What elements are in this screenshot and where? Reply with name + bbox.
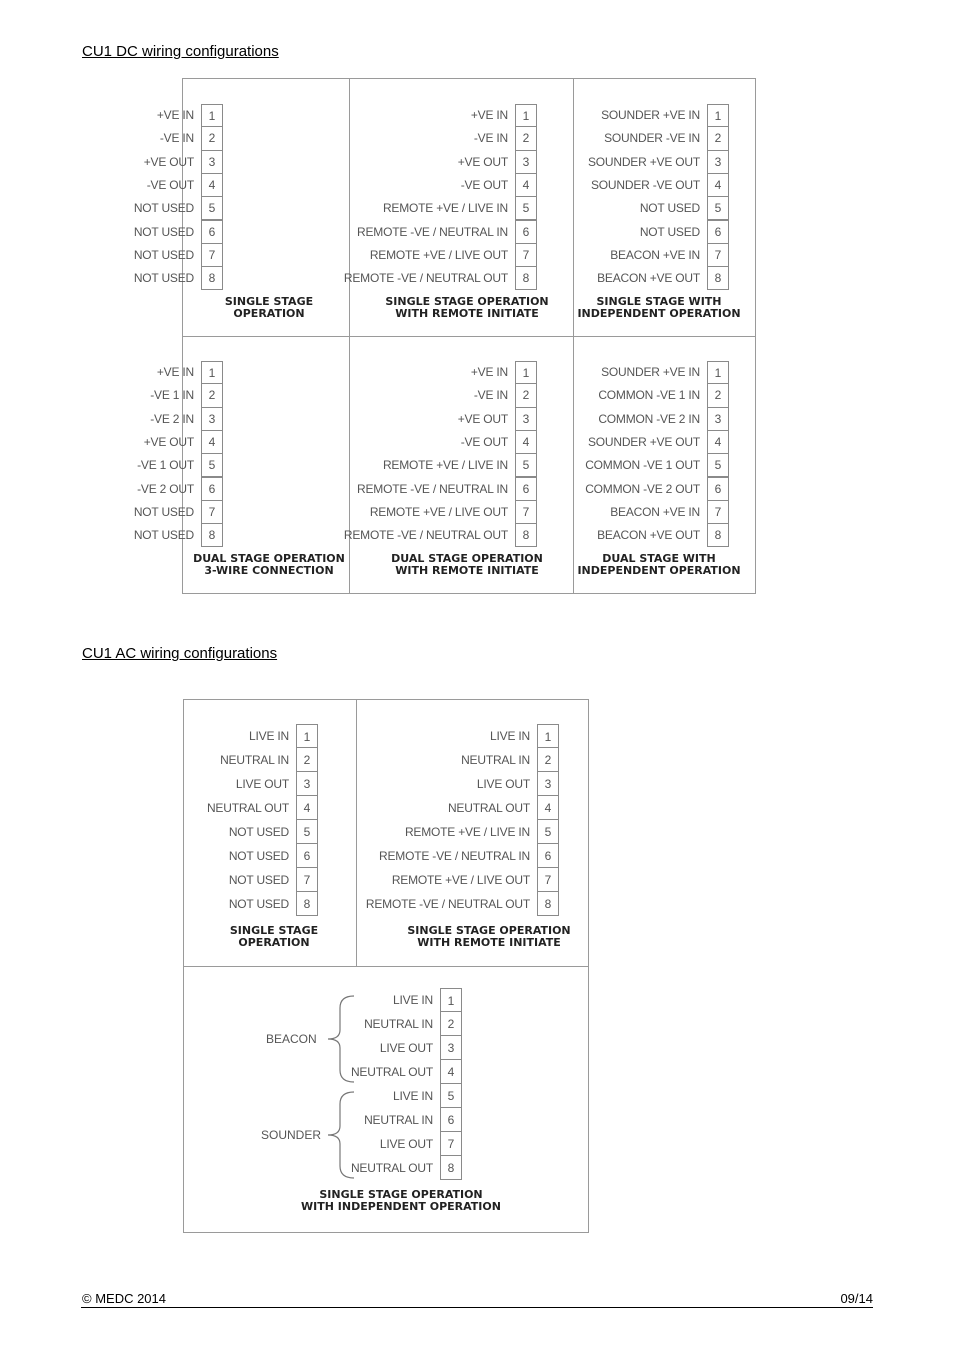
terminal-row	[349, 478, 537, 501]
terminal-label: NEUTRAL IN	[364, 1017, 433, 1031]
terminal-label: NEUTRAL OUT	[447, 801, 530, 815]
terminal-label: LIVE OUT	[476, 777, 530, 791]
terminal-number: 6	[515, 220, 537, 244]
terminal-row	[184, 820, 318, 844]
terminal-number: 2	[537, 747, 559, 772]
terminal-number: 2	[201, 126, 223, 150]
terminal-number: 1	[440, 988, 462, 1012]
terminal-number: 6	[440, 1107, 462, 1132]
terminal-number: 4	[296, 795, 318, 820]
terminal-label: -VE 1 OUT	[137, 458, 194, 473]
terminal-label: -VE 2 OUT	[137, 481, 194, 496]
caption-line: SINGLE STAGE OPERATION	[385, 295, 549, 308]
terminal-number: 3	[707, 407, 729, 431]
terminal-label: COMMON -VE 2 IN	[598, 411, 700, 426]
terminal-label: +VE IN	[156, 365, 194, 379]
terminal-number: 1	[201, 104, 223, 127]
terminal-number: 7	[707, 500, 729, 524]
terminal-row	[573, 174, 729, 197]
terminal-number: 1	[515, 361, 537, 384]
terminal-number: 8	[707, 266, 729, 290]
terminal-row	[133, 221, 223, 244]
configuration-caption	[539, 553, 779, 577]
terminal-label: NOT USED	[133, 271, 194, 286]
terminal-number: 6	[201, 220, 223, 244]
terminal-number: 7	[515, 243, 537, 267]
terminal-label: COMMON -VE 1 OUT	[585, 458, 700, 473]
terminal-label: NOT USED	[133, 247, 194, 262]
terminal-label: -VE 1 IN	[150, 388, 194, 403]
terminal-number: 2	[296, 747, 318, 772]
terminal-number: 8	[201, 266, 223, 290]
terminal-row	[133, 524, 223, 547]
terminal-row	[150, 384, 223, 407]
terminal-row	[573, 104, 729, 127]
terminal-label: REMOTE +VE / LIVE IN	[404, 825, 530, 839]
terminal-row	[137, 454, 223, 477]
terminal-number: 4	[440, 1059, 462, 1084]
terminal-row	[349, 127, 537, 150]
terminal-row	[349, 151, 537, 174]
caption-line: 3-WIRE CONNECTION	[204, 564, 334, 577]
terminal-label: +VE OUT	[143, 154, 194, 169]
terminal-number: 5	[537, 819, 559, 844]
terminal-row	[356, 868, 559, 892]
terminal-number: 1	[515, 104, 537, 127]
terminal-label: -VE IN	[473, 388, 508, 403]
terminal-number: 7	[201, 500, 223, 524]
terminal-label: NOT USED	[133, 201, 194, 216]
terminal-number: 5	[515, 196, 537, 220]
terminal-row	[146, 174, 223, 197]
terminal-row	[150, 408, 223, 431]
configuration-caption	[539, 296, 779, 320]
terminal-row	[133, 197, 223, 220]
footer-date: 09/14	[840, 1291, 873, 1306]
terminal-number: 3	[201, 150, 223, 174]
terminal-label: -VE OUT	[460, 177, 508, 192]
terminal-label: +VE OUT	[457, 154, 508, 169]
terminal-label: SOUNDER -VE OUT	[590, 177, 700, 192]
terminal-number: 2	[515, 126, 537, 150]
caption-line: OPERATION	[233, 307, 305, 320]
terminal-label: NEUTRAL IN	[220, 753, 289, 767]
terminal-label: REMOTE -VE / NEUTRAL OUT	[365, 897, 530, 911]
terminal-row	[343, 524, 537, 547]
terminal-number: 6	[707, 220, 729, 244]
terminal-label: BEACON +VE OUT	[597, 528, 700, 543]
terminal-label: -VE OUT	[146, 177, 194, 192]
caption-line: WITH REMOTE INITIATE	[417, 936, 561, 949]
terminal-label: -VE 2 IN	[150, 411, 194, 426]
terminal-row	[573, 431, 729, 454]
terminal-number: 8	[515, 266, 537, 290]
terminal-row	[184, 892, 318, 916]
terminal-row	[159, 127, 223, 150]
footer-copyright: © MEDC 2014	[82, 1291, 166, 1306]
terminal-label: LIVE IN	[393, 993, 433, 1007]
terminal-row	[349, 361, 537, 384]
terminal-number: 4	[537, 795, 559, 820]
terminal-row	[184, 772, 318, 796]
terminal-label: COMMON -VE 1 IN	[598, 388, 700, 403]
terminal-label: +VE IN	[470, 365, 508, 379]
caption-line: SINGLE STAGE	[229, 924, 319, 937]
terminal-label: NEUTRAL OUT	[350, 1065, 433, 1079]
caption-line: DUAL STAGE OPERATION	[193, 552, 345, 565]
terminal-label: NOT USED	[133, 224, 194, 239]
ac-wiring-panel	[183, 699, 589, 1233]
terminal-number: 1	[201, 361, 223, 384]
terminal-label: LIVE OUT	[235, 777, 289, 791]
terminal-number: 5	[296, 819, 318, 844]
terminal-label: NOT USED	[228, 825, 289, 839]
terminal-row	[343, 267, 537, 290]
terminal-number: 1	[296, 724, 318, 748]
beacon-group-label: BEACON	[266, 1032, 317, 1046]
caption-line: SINGLE STAGE	[224, 295, 314, 308]
caption-line: WITH INDEPENDENT OPERATION	[301, 1200, 501, 1213]
terminal-row	[356, 844, 559, 868]
caption-line: INDEPENDENT OPERATION	[577, 564, 741, 577]
terminal-label: +VE OUT	[143, 434, 194, 449]
terminal-label: LIVE IN	[490, 729, 530, 743]
terminal-row	[356, 820, 559, 844]
terminal-row	[573, 151, 729, 174]
terminal-number: 8	[201, 523, 223, 547]
terminal-row	[143, 151, 223, 174]
terminal-label: REMOTE +VE / LIVE OUT	[391, 873, 530, 887]
terminal-label: REMOTE +VE / LIVE IN	[382, 201, 508, 216]
terminal-label: LIVE IN	[249, 729, 289, 743]
terminal-row	[156, 104, 223, 127]
terminal-row	[349, 454, 537, 477]
terminal-label: REMOTE +VE / LIVE OUT	[369, 247, 508, 262]
terminal-label: COMMON -VE 2 OUT	[585, 481, 700, 496]
terminal-label: SOUNDER -VE IN	[604, 131, 700, 146]
terminal-number: 3	[515, 407, 537, 431]
terminal-row	[573, 454, 729, 477]
terminal-row	[349, 221, 537, 244]
terminal-number: 6	[296, 843, 318, 868]
terminal-row	[573, 524, 729, 547]
terminal-row	[356, 796, 559, 820]
caption-line: WITH REMOTE INITIATE	[395, 564, 539, 577]
ac-heading: CU1 AC wiring configurations	[82, 645, 278, 662]
terminal-number: 4	[707, 430, 729, 454]
terminal-label: BEACON +VE IN	[610, 504, 700, 519]
terminal-number: 5	[201, 196, 223, 220]
terminal-label: SOUNDER +VE IN	[601, 365, 700, 379]
terminal-row	[184, 796, 318, 820]
terminal-number: 2	[707, 383, 729, 407]
terminal-row	[356, 748, 559, 772]
terminal-number: 4	[707, 173, 729, 197]
caption-line: SINGLE STAGE OPERATION	[319, 1188, 483, 1201]
dc-heading: CU1 DC wiring configurations	[82, 43, 279, 60]
terminal-label: NOT USED	[133, 504, 194, 519]
terminal-number: 5	[707, 453, 729, 477]
caption-line: OPERATION	[238, 936, 310, 949]
configuration-caption	[369, 925, 609, 949]
caption-line: WITH REMOTE INITIATE	[395, 307, 539, 320]
terminal-label: SOUNDER +VE OUT	[587, 434, 700, 449]
caption-line: DUAL STAGE OPERATION	[391, 552, 543, 565]
terminal-number: 2	[201, 383, 223, 407]
ac-cell-2	[356, 700, 588, 966]
terminal-label: REMOTE -VE / NEUTRAL IN	[357, 481, 508, 496]
terminal-row	[349, 384, 537, 407]
ac-cell-1	[184, 700, 356, 966]
terminal-number: 1	[707, 361, 729, 384]
terminal-number: 4	[201, 430, 223, 454]
terminal-label: REMOTE +VE / LIVE OUT	[369, 504, 508, 519]
terminal-number: 8	[440, 1155, 462, 1180]
terminal-row	[349, 408, 537, 431]
terminal-number: 5	[201, 453, 223, 477]
terminal-label: REMOTE +VE / LIVE IN	[382, 458, 508, 473]
dc-cell-3	[573, 79, 755, 336]
terminal-row	[133, 501, 223, 524]
terminal-number: 2	[440, 1011, 462, 1036]
terminal-row	[184, 748, 318, 772]
terminal-label: BEACON +VE OUT	[597, 271, 700, 286]
terminal-row	[349, 174, 537, 197]
terminal-number: 3	[296, 771, 318, 796]
terminal-label: LIVE OUT	[379, 1137, 433, 1151]
terminal-label: -VE OUT	[460, 434, 508, 449]
terminal-number: 7	[537, 867, 559, 892]
terminal-row	[133, 267, 223, 290]
terminal-row	[349, 501, 537, 524]
terminal-number: 3	[707, 150, 729, 174]
terminal-label: LIVE OUT	[379, 1041, 433, 1055]
terminal-row	[573, 244, 729, 267]
caption-line: SINGLE STAGE OPERATION	[407, 924, 571, 937]
terminal-label: REMOTE -VE / NEUTRAL OUT	[343, 271, 508, 286]
terminal-row	[573, 361, 729, 384]
terminal-row	[184, 724, 318, 748]
terminal-label: NOT USED	[228, 873, 289, 887]
terminal-label: REMOTE -VE / NEUTRAL IN	[357, 224, 508, 239]
caption-line: DUAL STAGE WITH	[602, 552, 716, 565]
terminal-label: NOT USED	[228, 849, 289, 863]
terminal-label: +VE IN	[156, 108, 194, 122]
footer-rule	[81, 1307, 873, 1308]
terminal-row	[573, 501, 729, 524]
terminal-number: 7	[515, 500, 537, 524]
terminal-row	[133, 244, 223, 267]
terminal-number: 2	[515, 383, 537, 407]
ac-cell-3	[184, 966, 588, 1232]
terminal-label: NEUTRAL OUT	[206, 801, 289, 815]
terminal-label: NOT USED	[639, 201, 700, 216]
terminal-label: -VE IN	[473, 131, 508, 146]
terminal-number: 2	[707, 126, 729, 150]
terminal-row	[184, 844, 318, 868]
terminal-number: 8	[515, 523, 537, 547]
terminal-number: 3	[201, 407, 223, 431]
terminal-label: NOT USED	[639, 224, 700, 239]
terminal-label: NEUTRAL OUT	[350, 1161, 433, 1175]
terminal-row	[356, 724, 559, 748]
dc-cell-4	[133, 336, 349, 593]
terminal-label: NOT USED	[228, 897, 289, 911]
terminal-label: LIVE IN	[393, 1089, 433, 1103]
terminal-label: NEUTRAL IN	[364, 1113, 433, 1127]
terminal-label: NOT USED	[133, 528, 194, 543]
terminal-number: 1	[707, 104, 729, 127]
terminal-label: SOUNDER +VE OUT	[587, 154, 700, 169]
terminal-number: 5	[707, 196, 729, 220]
terminal-row	[349, 431, 537, 454]
terminal-row	[573, 197, 729, 220]
terminal-number: 8	[296, 891, 318, 916]
terminal-row	[573, 267, 729, 290]
configuration-caption	[281, 1189, 521, 1213]
terminal-row	[349, 244, 537, 267]
sounder-group-label: SOUNDER	[261, 1128, 322, 1142]
terminal-row	[349, 197, 537, 220]
terminal-number: 8	[707, 523, 729, 547]
terminal-number: 7	[707, 243, 729, 267]
terminal-row	[143, 431, 223, 454]
terminal-number: 7	[440, 1131, 462, 1156]
terminal-label: +VE IN	[470, 108, 508, 122]
terminal-label: NEUTRAL IN	[461, 753, 530, 767]
terminal-row	[573, 221, 729, 244]
terminal-number: 4	[515, 430, 537, 454]
terminal-label: REMOTE -VE / NEUTRAL OUT	[343, 528, 508, 543]
dc-cell-6	[573, 336, 755, 593]
terminal-row	[184, 868, 318, 892]
terminal-row	[356, 772, 559, 796]
terminal-number: 3	[440, 1035, 462, 1060]
terminal-number: 4	[515, 173, 537, 197]
terminal-number: 7	[296, 867, 318, 892]
terminal-number: 6	[707, 477, 729, 501]
terminal-label: REMOTE -VE / NEUTRAL IN	[379, 849, 530, 863]
caption-line: INDEPENDENT OPERATION	[577, 307, 741, 320]
dc-wiring-panel	[133, 78, 756, 594]
terminal-number: 6	[515, 477, 537, 501]
sounder-brace	[322, 1090, 356, 1180]
terminal-number: 4	[201, 173, 223, 197]
terminal-number: 6	[201, 477, 223, 501]
terminal-label: -VE IN	[159, 131, 194, 146]
dc-cell-1	[133, 79, 349, 336]
terminal-number: 3	[515, 150, 537, 174]
terminal-number: 5	[440, 1083, 462, 1108]
terminal-row	[573, 384, 729, 407]
terminal-label: BEACON +VE IN	[610, 247, 700, 262]
terminal-row	[349, 104, 537, 127]
terminal-number: 3	[537, 771, 559, 796]
terminal-number: 5	[515, 453, 537, 477]
beacon-brace	[322, 994, 356, 1084]
terminal-number: 8	[537, 891, 559, 916]
terminal-row	[356, 892, 559, 916]
terminal-row	[156, 361, 223, 384]
terminal-row	[137, 478, 223, 501]
terminal-number: 6	[537, 843, 559, 868]
terminal-label: SOUNDER +VE IN	[601, 108, 700, 122]
terminal-row	[573, 127, 729, 150]
terminal-row	[573, 478, 729, 501]
terminal-row	[573, 408, 729, 431]
terminal-number: 7	[201, 243, 223, 267]
terminal-number: 1	[537, 724, 559, 748]
terminal-label: +VE OUT	[457, 411, 508, 426]
caption-line: SINGLE STAGE WITH	[596, 295, 722, 308]
